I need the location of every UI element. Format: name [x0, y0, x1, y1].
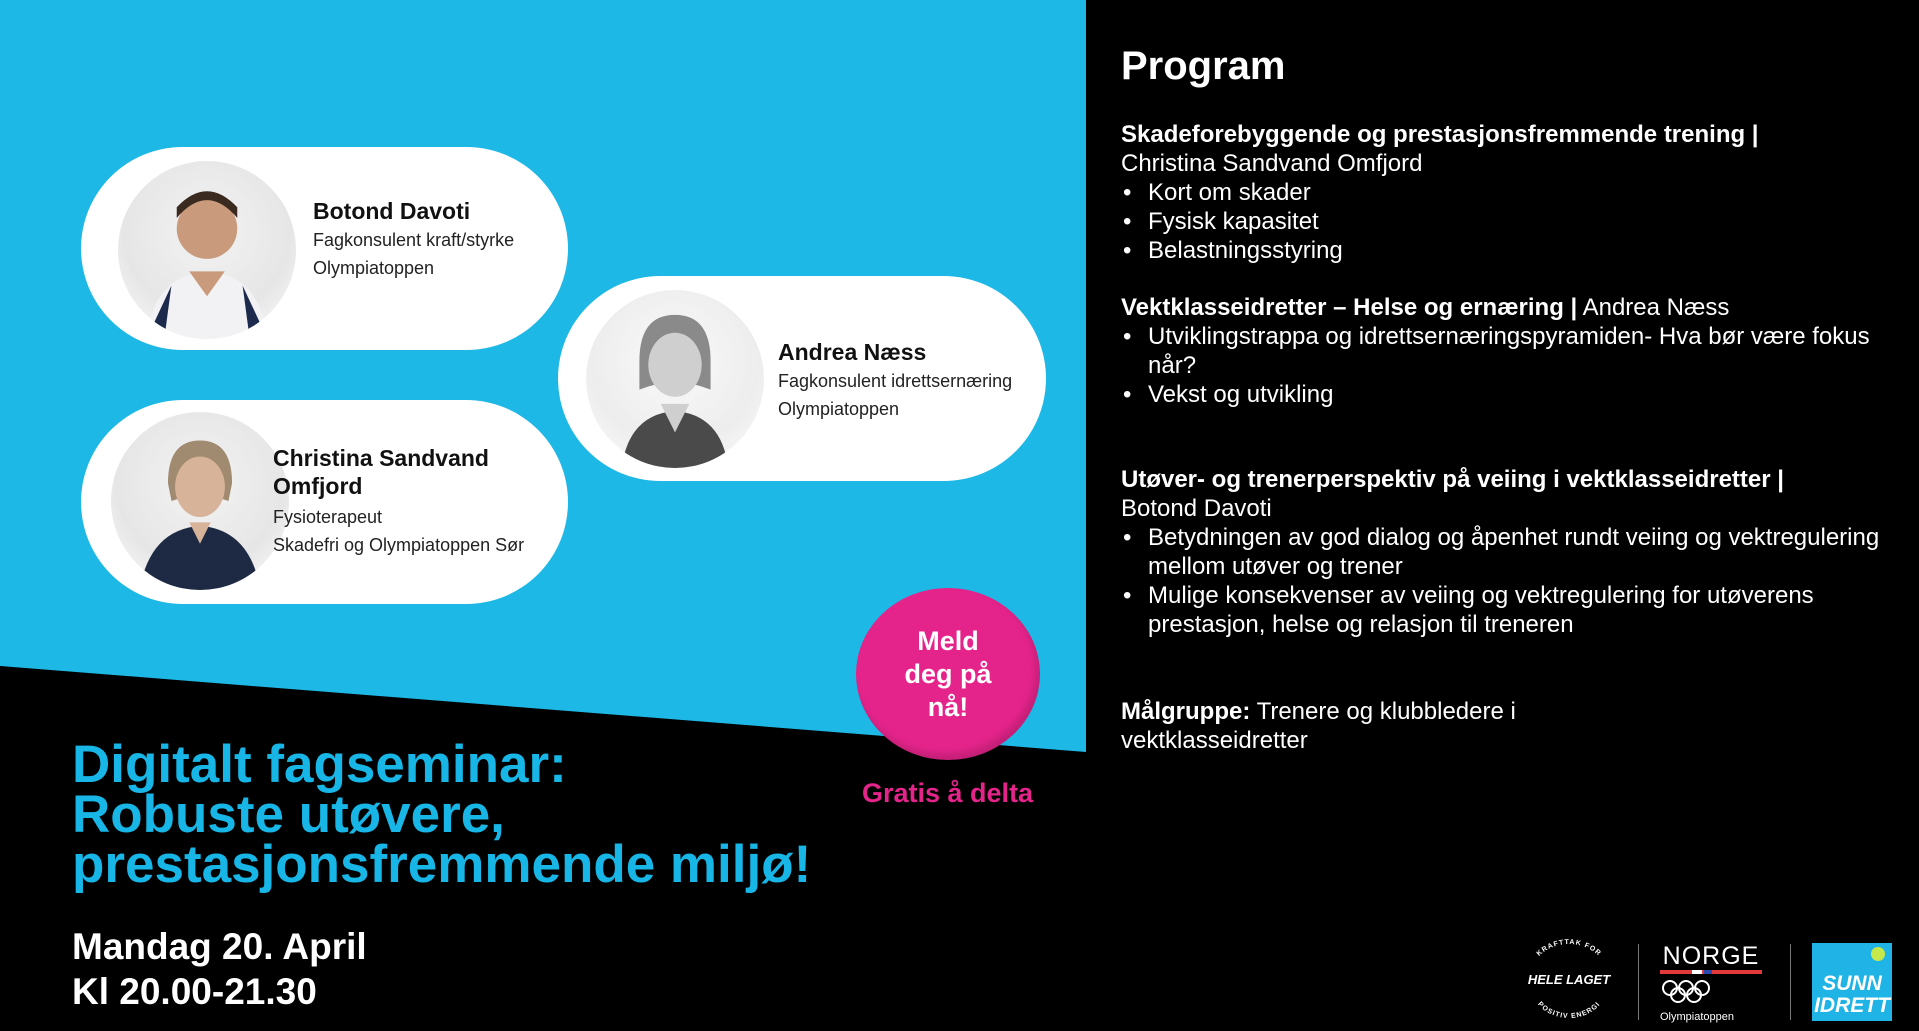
program-session — [1121, 465, 1901, 639]
speaker-name-line1: Christina Sandvand — [273, 445, 489, 471]
session-speaker: Andrea Næss — [1582, 294, 1730, 321]
svg-text:KRAFTTAK FOR: KRAFTTAK FOR — [1535, 938, 1603, 958]
speaker-name: Andrea Næss — [778, 339, 927, 365]
hele-laget-logo — [1512, 938, 1626, 1022]
logo-divider — [1790, 944, 1791, 1020]
program-heading: Program — [1121, 44, 1286, 88]
event-title: Digitalt fagseminar: Robuste utøvere, prestasjonsfremmende miljø! — [72, 735, 812, 894]
speaker-role: Fagkonsulent kraft/styrke — [313, 230, 515, 250]
svg-text:HELE LAGET: HELE LAGET — [1527, 972, 1611, 987]
register-button-label: Meld deg på nå! — [904, 625, 992, 722]
speaker-card-botond — [81, 147, 568, 350]
svg-text:Olympiatoppen: Olympiatoppen — [1660, 1011, 1734, 1023]
event-date-time — [72, 924, 367, 1014]
bullet-item: • Mulige konsekvenser av veiing og vektregulering for utøverens prestasjon, helse og relasjon til treneren — [1121, 581, 1901, 639]
svg-text:SUNN: SUNN — [1822, 972, 1882, 995]
session-title: Skadeforebyggende og prestasjonsfremmende trening | — [1121, 121, 1759, 148]
bullet-item: • Fysisk kapasitet — [1121, 207, 1901, 236]
session-bullets — [1121, 178, 1901, 265]
target-group-label: Målgruppe: — [1121, 698, 1251, 725]
session-speaker: Christina Sandvand Omfjord — [1121, 150, 1423, 177]
svg-text:IDRETT: IDRETT — [1814, 994, 1890, 1017]
speaker-card-christina — [81, 400, 568, 604]
session-speaker: Botond Davoti — [1121, 495, 1272, 522]
register-button[interactable] — [856, 588, 1040, 760]
norge-olympiatoppen-logo — [1656, 942, 1766, 1026]
speaker-name-line2: Omfjord — [273, 473, 363, 499]
event-time: Kl 20.00-21.30 — [72, 971, 317, 1012]
bullet-item: • Betydningen av god dialog og åpenhet rundt veiing og vektregulering mellom utøver og trener — [1121, 523, 1901, 581]
bullet-item: • Utviklingstrappa og idrettsernæringspyramiden- Hva bør være fokus når? — [1121, 322, 1901, 380]
portrait-woman-icon — [111, 412, 289, 590]
session-bullets — [1121, 523, 1901, 639]
bullet-item: • Kort om skader — [1121, 178, 1901, 207]
bullet-item: • Vekst og utvikling — [1121, 380, 1901, 409]
sunn-idrett-logo — [1812, 943, 1892, 1021]
session-bullets — [1121, 322, 1901, 409]
event-date: Mandag 20. April — [72, 926, 367, 967]
olympic-rings-icon — [1663, 981, 1709, 1002]
target-group-text: Trenere og klubbledere i vektklasseidretter — [1121, 698, 1516, 754]
program-session — [1121, 120, 1901, 265]
speaker-org: Skadefri og Olympiatoppen Sør — [273, 535, 525, 555]
portrait-woman-icon — [586, 290, 764, 468]
speaker-org: Olympiatoppen — [313, 258, 435, 278]
speaker-org: Olympiatoppen — [778, 399, 900, 419]
bullet-item: • Belastningsstyring — [1121, 236, 1901, 265]
speaker-role: Fysioterapeut — [273, 507, 383, 527]
svg-text:NORGE: NORGE — [1662, 942, 1760, 970]
session-title: Utøver- og trenerperspektiv på veiing i vektklasseidretter | — [1121, 466, 1784, 493]
session-title: Vektklasseidretter – Helse og ernæring | — [1121, 294, 1578, 321]
target-group — [1121, 697, 1621, 755]
speaker-name: Botond Davoti — [313, 198, 471, 224]
logo-divider — [1638, 944, 1639, 1020]
speaker-card-andrea — [558, 276, 1046, 481]
portrait-man-icon — [118, 161, 296, 339]
speaker-role: Fagkonsulent idrettsernæring — [778, 371, 1013, 391]
free-participation-label: Gratis å delta — [862, 778, 1034, 808]
program-session — [1121, 293, 1901, 409]
session-title-line — [1121, 293, 1901, 322]
svg-text:POSITIV ENERGI: POSITIV ENERGI — [1536, 1000, 1602, 1021]
program-panel — [1086, 0, 1919, 1031]
